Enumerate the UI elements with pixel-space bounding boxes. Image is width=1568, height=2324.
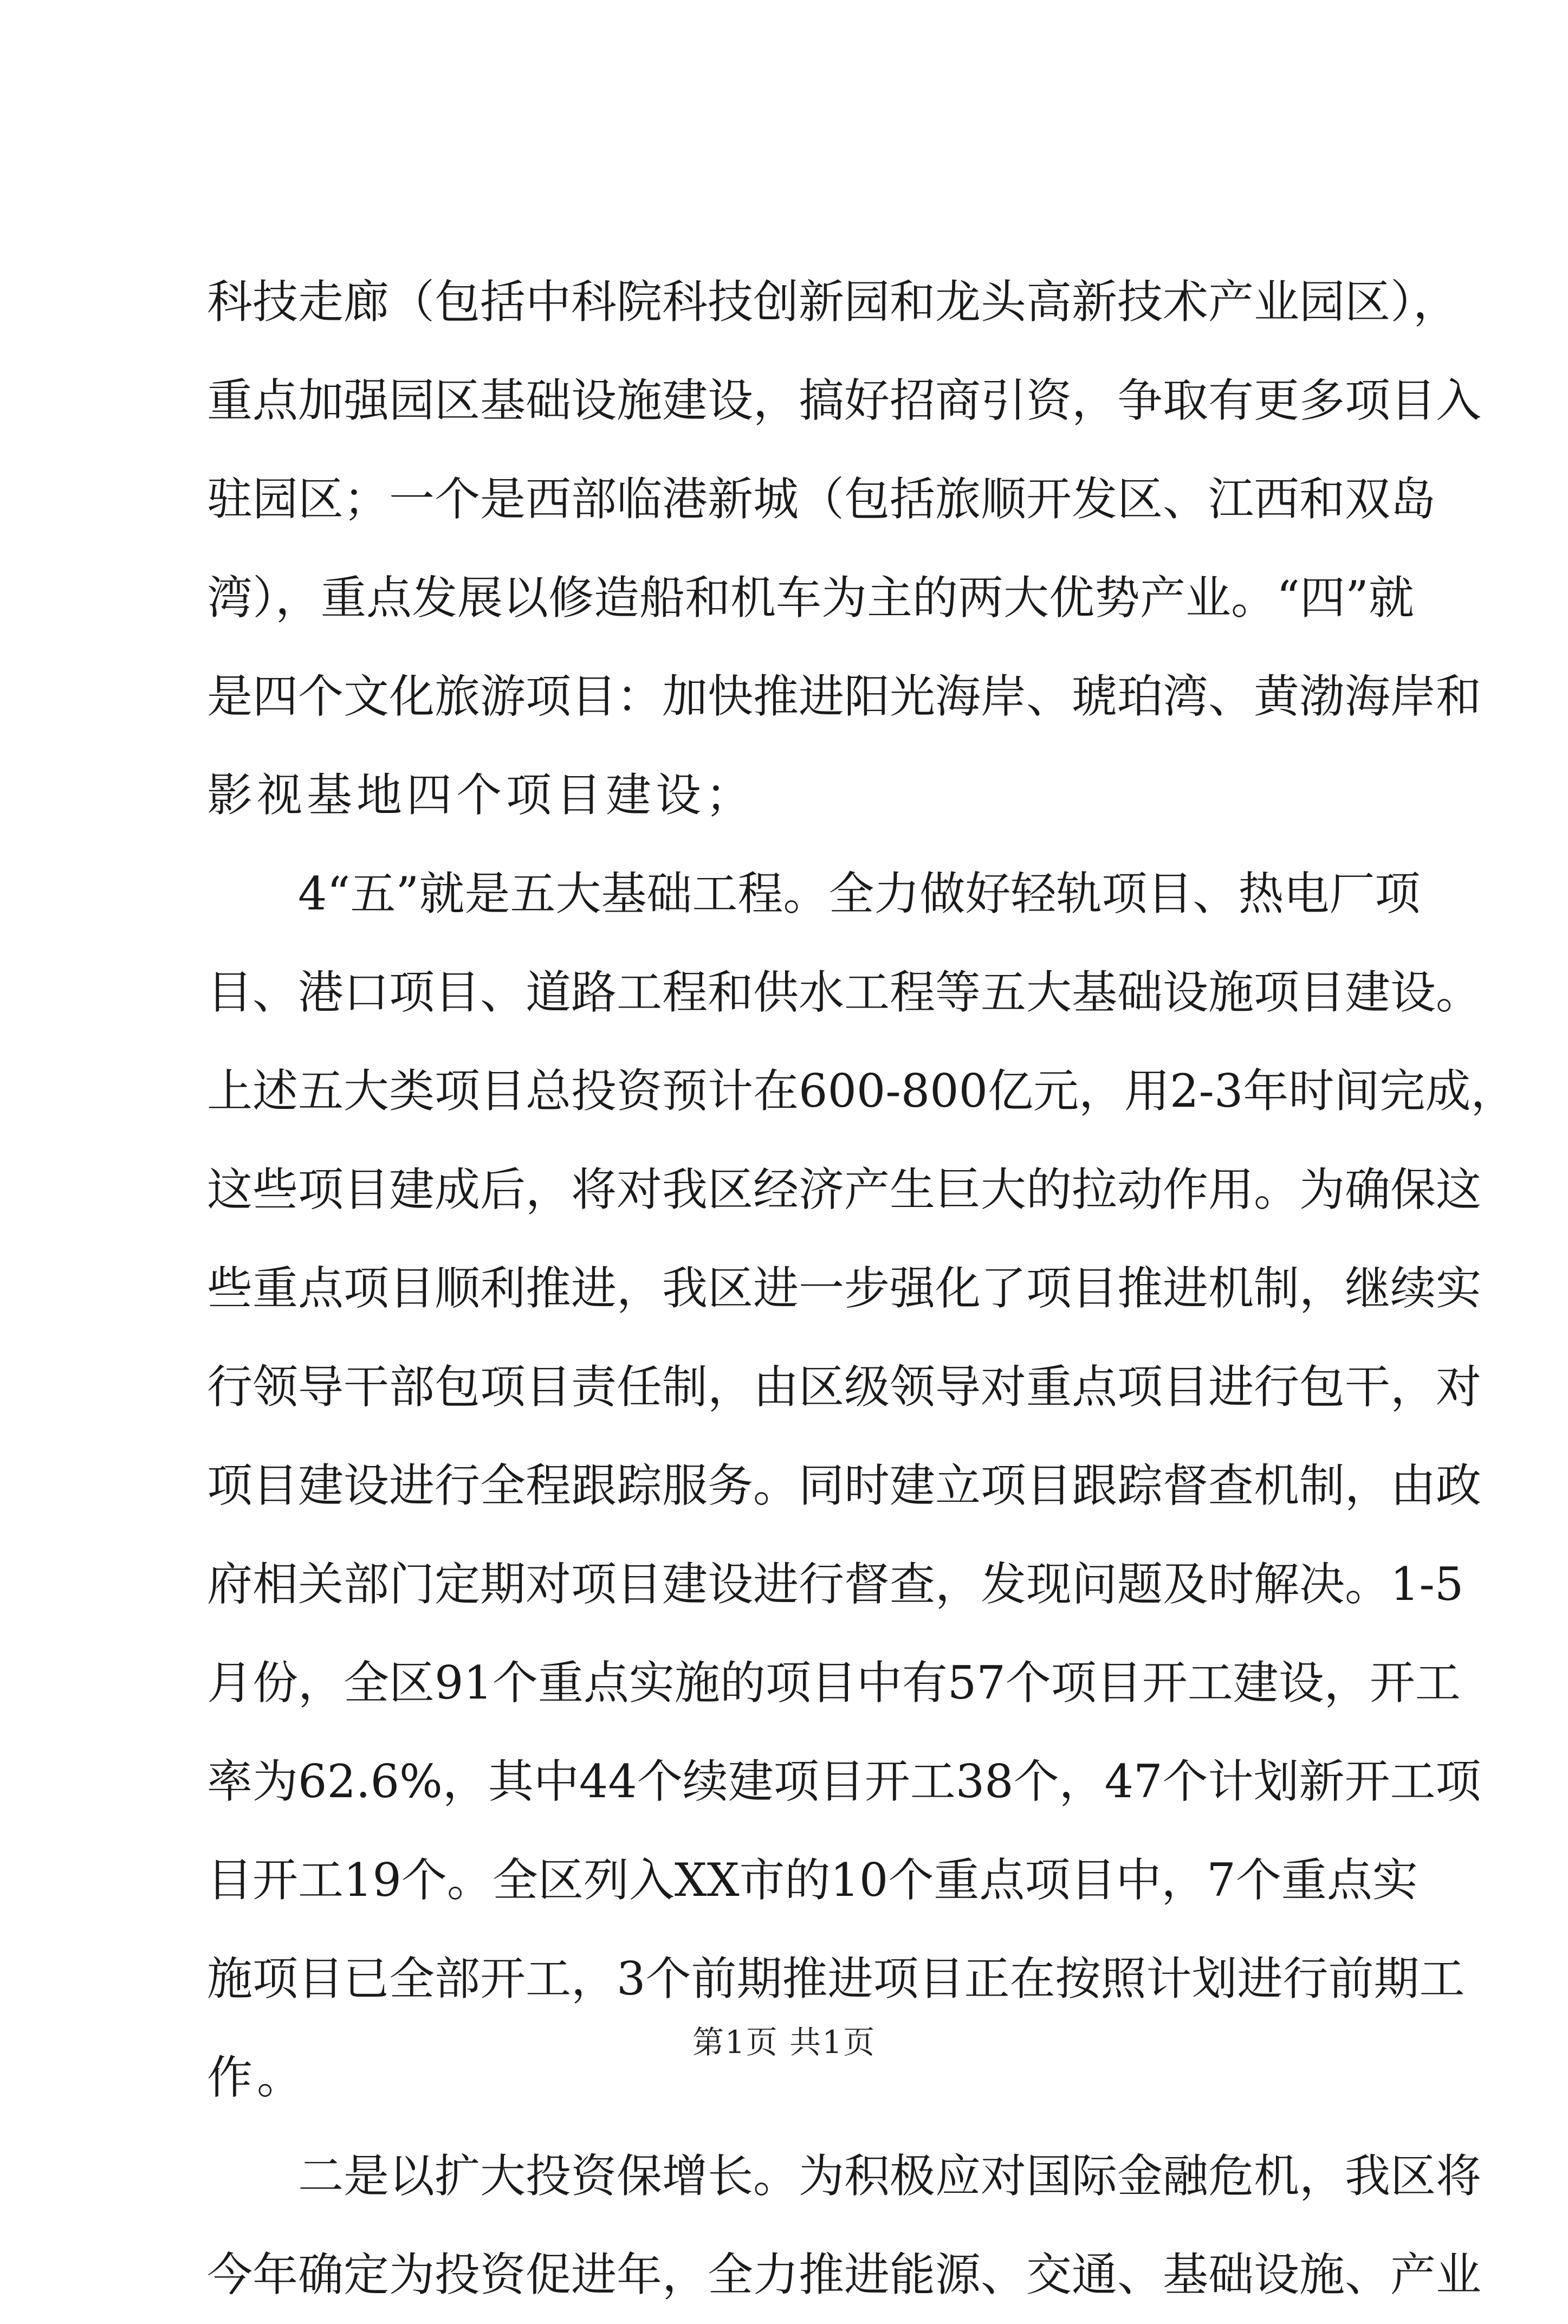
- text-line: 湾），重点发展以修造船和机车为主的两大优势产业。“四”就: [207, 571, 1414, 624]
- document-body: [207, 253, 1517, 2324]
- text-line: 率为62.6%，其中44个续建项目开工38个，47个计划新开工项: [207, 1755, 1481, 1808]
- text-line: 这些项目建成后，将对我区经济产生巨大的拉动作用。为确保这: [207, 1163, 1482, 1216]
- text-line: 影视基地四个项目建设；: [207, 769, 756, 822]
- text-line: 目开工19个。全区列入XX市的10个重点项目中，7个重点实: [207, 1854, 1418, 1907]
- text-line: 月份，全区91个重点实施的项目中有57个项目开工建设，开工: [207, 1656, 1461, 1709]
- text-line: 二是以扩大投资保增长。为积极应对国际金融危机，我区将: [298, 2149, 1482, 2203]
- text-line: 作。: [207, 2051, 307, 2104]
- text-line: 驻园区；一个是西部临港新城（包括旅顺开发区、江西和双岛: [207, 473, 1436, 526]
- text-line: 是四个文化旅游项目：加快推进阳光海岸、琥珀湾、黄渤海岸和: [207, 670, 1482, 723]
- text-line: 目、港口项目、道路工程和供水工程等五大基础设施项目建设。: [207, 966, 1482, 1019]
- text-line: 施项目已全部开工，3个前期推进项目正在按照计划进行前期工: [207, 1952, 1465, 2005]
- text-line: 上述五大类项目总投资预计在600-800亿元，用2-3年时间完成，: [207, 1064, 1517, 1118]
- text-line: 行领导干部包项目责任制，由区级领导对重点项目进行包干，对: [207, 1360, 1482, 1413]
- text-line: 4“五”就是五大基础工程。全力做好轻轨项目、热电厂项: [298, 867, 1421, 920]
- text-line: 项目建设进行全程跟踪服务。同时建立项目跟踪督查机制，由政: [207, 1459, 1482, 1512]
- text-line: 科技走廊（包括中科院科技创新园和龙头高新技术产业园区），: [207, 275, 1459, 328]
- page-footer: 第1页 共1页: [692, 2024, 876, 2061]
- text-line: 些重点项目顺利推进，我区进一步强化了项目推进机制，继续实: [207, 1262, 1482, 1315]
- text-line: 今年确定为投资促进年，全力推进能源、交通、基础设施、产业: [207, 2248, 1482, 2301]
- text-line: 重点加强园区基础设施建设，搞好招商引资，争取有更多项目入: [207, 374, 1482, 427]
- text-line: 府相关部门定期对项目建设进行督查，发现问题及时解决。1-5: [207, 1558, 1464, 1611]
